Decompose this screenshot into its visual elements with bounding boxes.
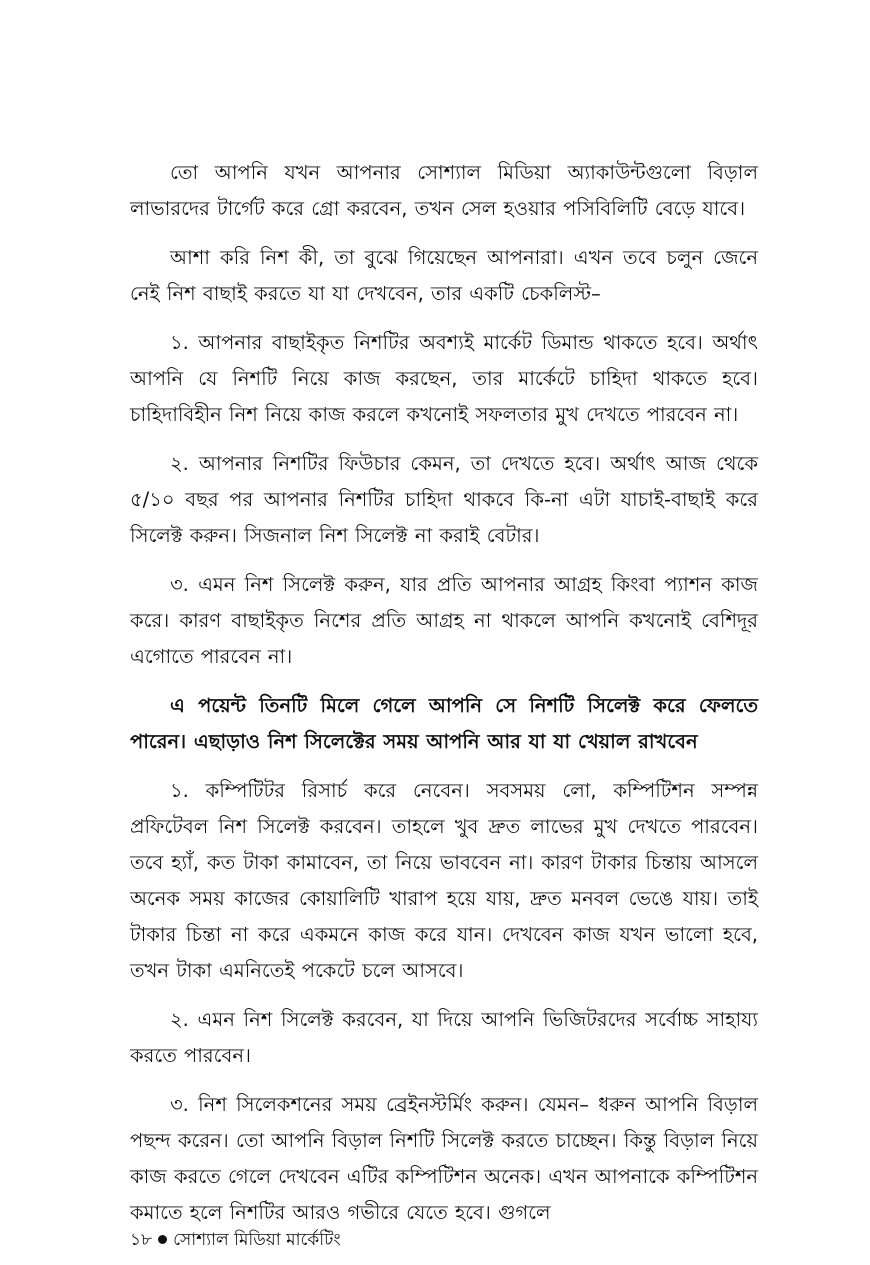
page-number: ১৮ <box>130 1230 153 1250</box>
paragraph-tip-1-competitor: ১. কম্পিটিটর রিসার্চ করে নেবেন। সবসময় লো, কম্পিটিশন সম্পন্ন প্রফিটেবল নিশ সিলেক্ট করবেন। তাহলে খুব দ্রুত লাভের মুখ দেখতে পারবেন। তবে হ্যাঁ, কত টাকা কামাবেন, তা নিয়ে ভাববেন না। কারণ টাকার চিন্তায় আসলে অনেক সময় কাজের কোয়ালিটি খারাপ হয়ে যায়, দ্রুত মনবল ভেঙে যায়। তাই টাকার চিন্তা না করে একমনে কাজ করে যান। দেখবেন কাজ যখন ভালো হবে, তখন টাকা এমনিতেই পকেটে চলে আসবে। <box>130 779 758 982</box>
paragraph-checklist-intro: আশা করি নিশ কী, তা বুঝে গিয়েছেন আপনারা। এখন তবে চলুন জেনে নেই নিশ বাছাই করতে যা যা দেখবেন, তার একটি চেকলিস্ট– <box>130 246 758 305</box>
paragraph-tip-3-brainstorm: ৩. নিশ সিলেকশনের সময় ব্রেইনস্টর্মিং করুন। যেমন– ধরুন আপনি বিড়াল পছন্দ করেন। তো আপনি বিড়াল নিশটি সিলেক্ট করতে চাচ্ছেন। কিন্তু বিড়াল নিয়ে কাজ করতে গেলে দেখবেন এটির কম্পিটিশন অনেক। এখন আপনাকে কম্পিটিশন কমাতে হলে নিশটির আরও গভীরে যেতে হবে। গুগলে <box>130 1093 758 1224</box>
paragraph-point-3-passion: ৩. এমন নিশ সিলেক্ট করুন, যার প্রতি আপনার আগ্রহ কিংবা প্যাশন কাজ করে। কারণ বাছাইকৃত নিশের প্রতি আগ্রহ না থাকলে আপনি কখনোই বেশিদূর এগোতে পারবেন না। <box>130 573 758 668</box>
paragraph-bold-summary: এ পয়েন্ট তিনটি মিলে গেলে আপনি সে নিশটি সিলেক্ট করে ফেলতে পারেন। এছাড়াও নিশ সিলেক্টের সময় আপনি আর যা যা খেয়াল রাখবেন <box>130 694 758 753</box>
page-footer <box>130 1228 341 1252</box>
paragraph-intro-sales: তো আপনি যখন আপনার সোশ্যাল মিডিয়া অ্যাকাউন্টগুলো বিড়াল লাভারদের টার্গেট করে গ্রো করবেন, তখন সেল হওয়ার পসিবিলিটি বেড়ে যাবে। <box>130 161 758 220</box>
paragraph-point-1-demand: ১. আপনার বাছাইকৃত নিশটির অবশ্যই মার্কেট ডিমান্ড থাকতে হবে। অর্থাৎ আপনি যে নিশটি নিয়ে কাজ করছেন, তার মার্কেটে চাহিদা থাকতে হবে। চাহিদাবিহীন নিশ নিয়ে কাজ করলে কখনোই সফলতার মুখ দেখতে পারবেন না। <box>130 331 758 426</box>
book-title: সোশ্যাল মিডিয়া মার্কেটিং <box>173 1230 341 1250</box>
paragraph-tip-2-help-visitors: ২. এমন নিশ সিলেক্ট করবেন, যা দিয়ে আপনি ভিজিটরদের সর্বোচ্চ সাহায্য করতে পারবেন। <box>130 1008 758 1067</box>
paragraph-point-2-future: ২. আপনার নিশটির ফিউচার কেমন, তা দেখতে হবে। অর্থাৎ আজ থেকে ৫/১০ বছর পর আপনার নিশটির চাহিদা থাকবে কি-না এটা যাচাই-বাছাই করে সিলেক্ট করুন। সিজনাল নিশ সিলেক্ট না করাই বেটার। <box>130 452 758 547</box>
bullet-dot-icon <box>158 1235 167 1244</box>
page-body <box>130 155 758 1244</box>
